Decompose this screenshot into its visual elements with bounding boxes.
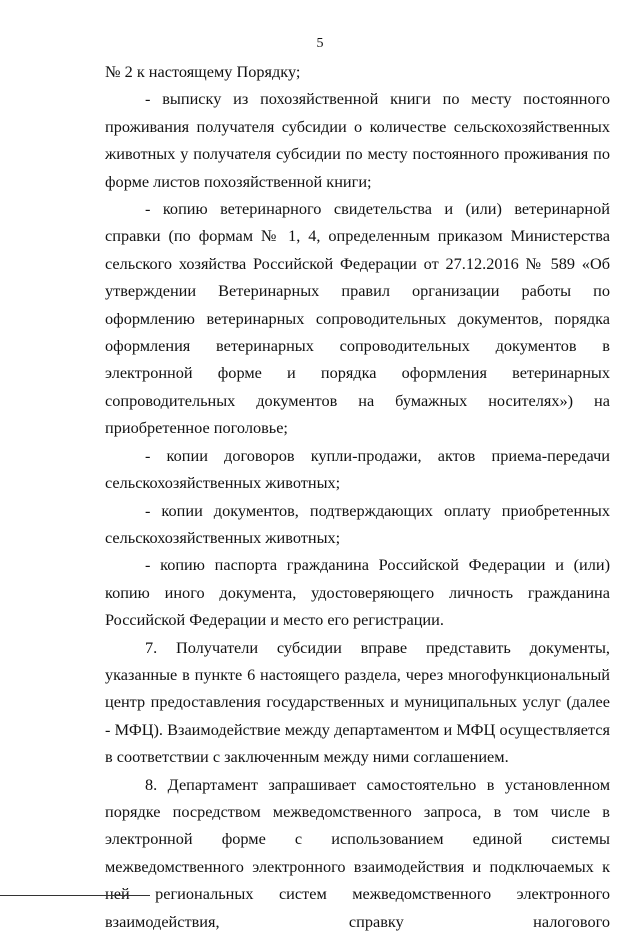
list-item-payment-documents: - копии документов, подтверждающих оплату приобретенных сельскохозяйственных животных; [105,500,610,547]
list-item-veterinary-certificate: - копию ветеринарного свидетельства и (или) ветеринарной справки (по формам № 1, 4, определенным приказом Министерства сельского хозяйства Российской Федерации от 27.12.2016 № 589 «Об утверждении Ветеринарных правил организации работы по оформлению ветеринарных сопроводительных документов, порядка оформления ветеринарных сопроводительных документов в электронной форме и порядка оформления ветеринарных сопроводительных документов на бумажных носителях») на приобретенное поголовье; [105,199,610,438]
scan-edge-line [0,895,150,896]
page-number: 5 [316,36,324,51]
list-item-passport-copy: - копию паспорта гражданина Российской Федерации и (или) копию иного документа, удостоверяющего личность гражданина Российской Федерации и место его регистрации. [105,555,610,630]
list-item-household-book-extract: - выписку из похозяйственной книги по месту постоянного проживания получателя субсидии о количестве сельскохозяйственных животных у получателя субсидии по месту постоянного проживания по форме листов похозяйственной книги; [105,89,610,191]
paragraph-clause-8: 8. Департамент запрашивает самостоятельно в установленном порядке посредством межведомственного запроса, в том числе в электронной форме с использованием единой системы межведомственного электронного взаимодействия и подключаемых к ней региональных систем межведомственного электронного взаимодействия, справку налогового [105,774,610,931]
list-item-sale-contracts: - копии договоров купли-продажи, актов приема-передачи сельскохозяйственных животных; [105,445,610,493]
document-body [105,58,610,935]
paragraph-continuation: № 2 к настоящему Порядку; [105,62,301,81]
paragraph-clause-7: 7. Получатели субсидии вправе представить документы, указанные в пункте 6 настоящего раздела, через многофункциональный центр предоставления государственных и муниципальных услуг (далее - МФЦ). Взаимодействие между департаментом и МФЦ осуществляется в соответствии с заключенным между ними соглашением. [105,637,610,767]
